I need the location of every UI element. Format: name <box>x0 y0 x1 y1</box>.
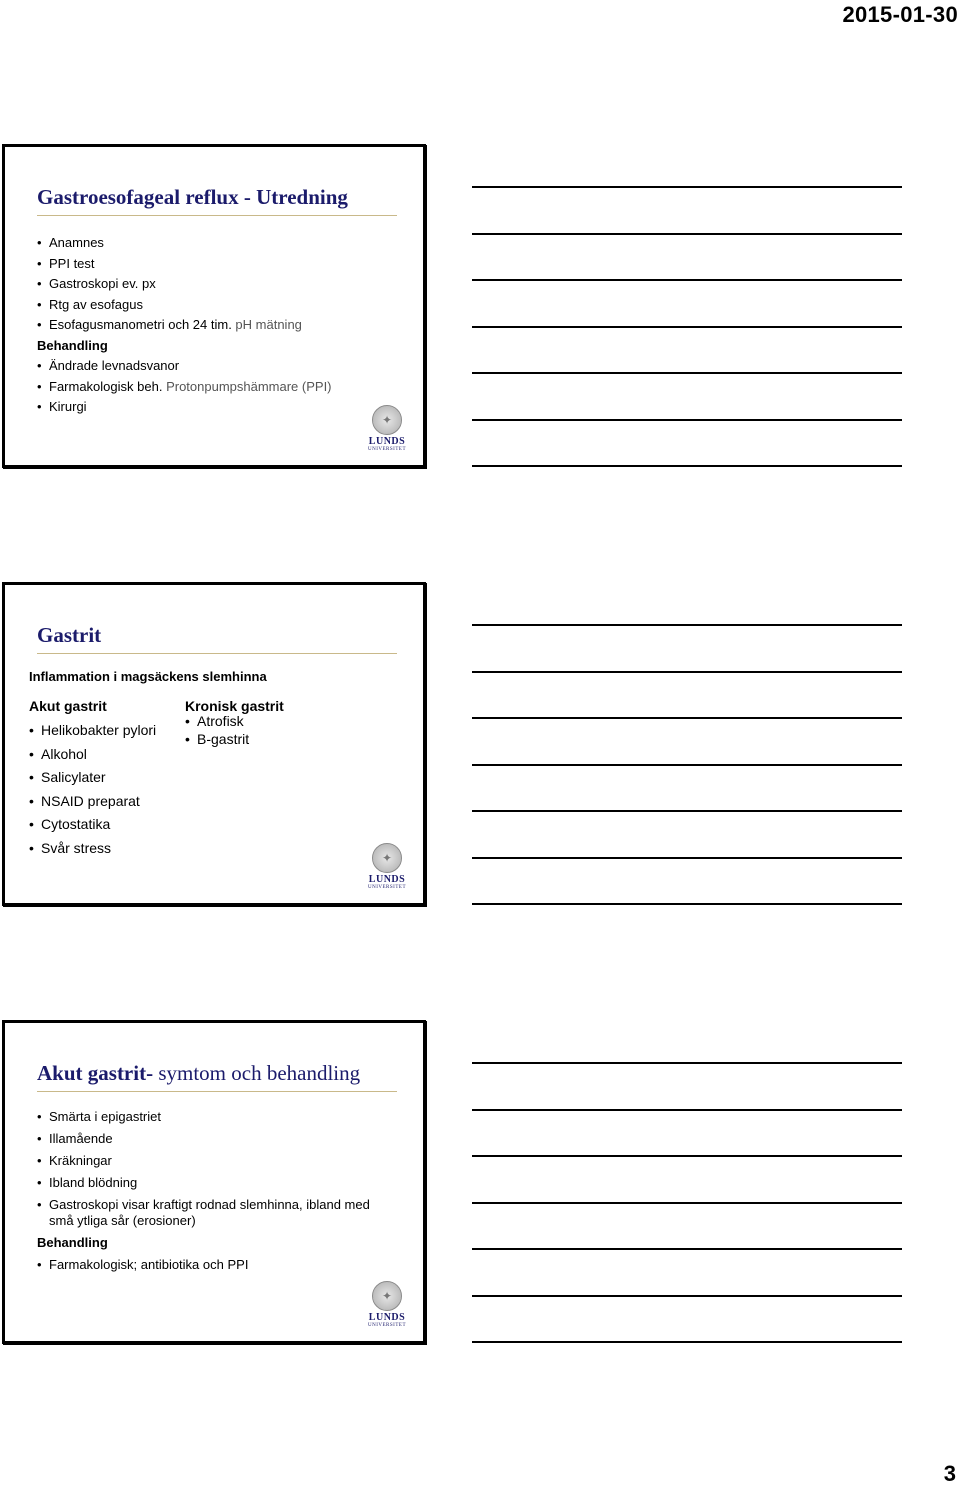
list-item: • Atrofisk <box>185 713 249 731</box>
list-item: • Alkohol <box>29 743 156 767</box>
slide-3 <box>2 1020 426 1344</box>
slide-title: Gastroesofageal reflux - Utredning <box>37 185 348 209</box>
muted-text: Protonpumpshämmare (PPI) <box>166 378 332 394</box>
list-item: • Salicylater <box>29 766 156 790</box>
page-date: 2015-01-30 <box>842 2 958 27</box>
section-heading: Behandling <box>37 337 108 353</box>
title-divider <box>37 215 397 216</box>
logo-wordmark: LUNDS <box>368 1312 406 1323</box>
note-line <box>472 279 902 281</box>
note-line <box>472 233 902 235</box>
lund-university-logo <box>367 405 407 453</box>
list-item: • Gastroskopi ev. px <box>37 274 332 295</box>
list-item: • Svår stress <box>29 837 156 861</box>
list-item: • NSAID preparat <box>29 790 156 814</box>
note-line <box>472 624 902 626</box>
page-number: 3 <box>943 1461 956 1486</box>
slide-title-bold: Akut gastrit- <box>37 1061 154 1085</box>
note-line <box>472 764 902 766</box>
list-item: • Helikobakter pylori <box>29 719 156 743</box>
note-line <box>472 1109 902 1111</box>
note-line <box>472 186 902 188</box>
chronic-gastritis-list <box>185 713 249 748</box>
logo-wordmark: LUNDS <box>368 874 406 885</box>
notes-lines-2 <box>472 624 902 950</box>
title-divider <box>37 653 397 654</box>
title-divider <box>37 1091 397 1092</box>
column-heading-acute: Akut gastrit <box>29 698 107 714</box>
note-line <box>472 372 902 374</box>
acute-gastritis-list <box>29 719 156 860</box>
note-line <box>472 465 902 467</box>
list-item: • Smärta i epigastriet <box>37 1109 387 1125</box>
note-line <box>472 810 902 812</box>
slide-2 <box>2 582 426 906</box>
note-line <box>472 1341 902 1343</box>
list-item: • Farmakologisk; antibiotika och PPI <box>37 1257 387 1273</box>
logo-wordmark: LUNDS <box>368 436 406 447</box>
note-line <box>472 717 902 719</box>
note-line <box>472 903 902 905</box>
university-seal-icon: ✦ <box>372 843 402 873</box>
list-item: • Esofagusmanometri och 24 tim. pH mätning <box>37 315 332 336</box>
note-line <box>472 1295 902 1297</box>
list-item: • Kirurgi <box>37 397 332 418</box>
bullet-list <box>37 233 332 418</box>
muted-text: pH mätning <box>235 317 302 332</box>
slide-title: Gastrit <box>37 623 102 647</box>
note-line <box>472 1062 902 1064</box>
list-item: • Rtg av esofagus <box>37 295 332 316</box>
note-line <box>472 326 902 328</box>
university-seal-icon: ✦ <box>372 1281 402 1311</box>
list-item: • Kräkningar <box>37 1153 387 1169</box>
list-item: • Farmakologisk beh. Protonpumpshämmare (PPI) <box>37 377 332 398</box>
lund-university-logo <box>367 1281 407 1329</box>
column-heading-chronic: Kronisk gastrit <box>185 698 284 714</box>
list-item: • Ändrade levnadsvanor <box>37 356 332 377</box>
notes-lines-1 <box>472 186 902 512</box>
note-line <box>472 857 902 859</box>
list-item: • B-gastrit <box>185 731 249 749</box>
lund-university-logo <box>367 843 407 891</box>
logo-subtext: UNIVERSITET <box>368 885 406 890</box>
list-item: • Illamående <box>37 1131 387 1147</box>
university-seal-icon: ✦ <box>372 405 402 435</box>
note-line <box>472 1248 902 1250</box>
note-line <box>472 419 902 421</box>
logo-subtext: UNIVERSITET <box>368 1323 406 1328</box>
note-line <box>472 671 902 673</box>
slide-title <box>37 1061 360 1086</box>
list-item: • PPI test <box>37 254 332 275</box>
slide-title-normal: symtom och behandling <box>153 1061 361 1085</box>
slide-subtitle: Inflammation i magsäckens slemhinna <box>29 669 267 684</box>
note-line <box>472 1202 902 1204</box>
list-item: • Anamnes <box>37 233 332 254</box>
list-item: • Cytostatika <box>29 813 156 837</box>
slide-1 <box>2 144 426 468</box>
section-heading: Behandling <box>37 1235 108 1250</box>
logo-subtext: UNIVERSITET <box>368 447 406 452</box>
bullet-list <box>37 1109 387 1279</box>
list-item: • Gastroskopi visar kraftigt rodnad slemhinna, ibland med små ytliga sår (erosioner) <box>37 1197 387 1229</box>
notes-lines-3 <box>472 1062 902 1388</box>
note-line <box>472 1155 902 1157</box>
list-item: • Ibland blödning <box>37 1175 387 1191</box>
